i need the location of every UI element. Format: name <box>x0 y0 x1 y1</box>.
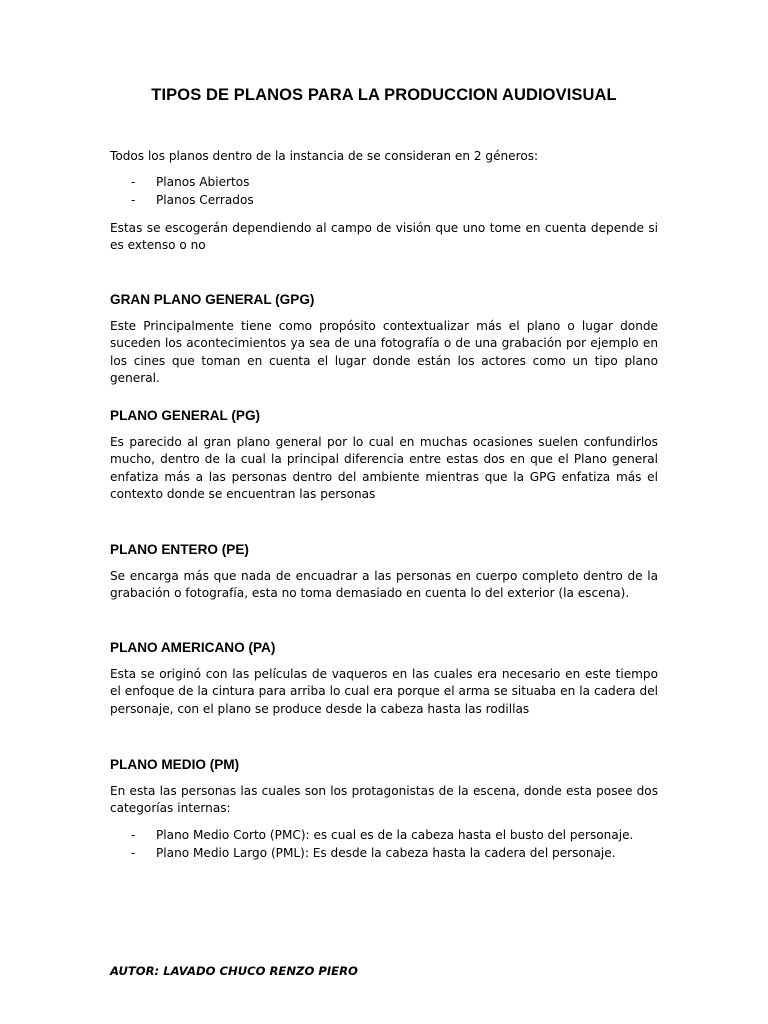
list-item <box>110 192 658 210</box>
section-pa-heading-block <box>110 640 658 655</box>
section-pm-body-block <box>110 783 658 818</box>
intro-block <box>110 148 658 165</box>
section-heading-pg: PLANO GENERAL (PG) <box>110 408 261 423</box>
dash-bullet: - <box>131 828 136 842</box>
section-body-pa: Esta se originó con las películas de vaqueros en las cuales era necesario en este tiempo el enfoque de la cintura para arriba lo cual era porque el arma se situaba en la cadera del personaje, con el plano se produce desde la cabeza hasta las rodillas <box>110 667 658 716</box>
list-item <box>110 845 658 863</box>
list-item-text: Plano Medio Corto (PMC): es cual es de la cabeza hasta el busto del personaje. <box>156 828 634 842</box>
section-heading-pa: PLANO AMERICANO (PA) <box>110 640 276 655</box>
intro-paragraph: Todos los planos dentro de la instancia de se consideran en 2 géneros: <box>110 149 539 163</box>
dash-bullet: - <box>131 175 136 189</box>
section-pg-body-block <box>110 434 658 503</box>
section-heading-pm: PLANO MEDIO (PM) <box>110 757 240 772</box>
pm-bullet-list <box>110 827 658 862</box>
section-pe-body-block <box>110 568 658 603</box>
section-gpg-body-block <box>110 318 658 387</box>
intro-list-block <box>110 174 658 209</box>
section-pm-list-block <box>110 827 658 862</box>
section-pa-body-block <box>110 666 658 718</box>
section-body-pg: Es parecido al gran plano general por lo cual en muchas ocasiones suelen confundirlos mucho, dentro de la cual la principal diferencia entre estas dos en que el Plano general enfatiza más a las personas dentro del ambiente mientras que la GPG enfatiza más el contexto donde se encuentran las personas <box>110 435 658 501</box>
dash-bullet: - <box>131 192 136 207</box>
author-line: AUTOR: LAVADO CHUCO RENZO PIERO <box>110 964 358 978</box>
intro-bullet-list <box>110 174 658 209</box>
section-pg-heading-block <box>110 408 658 423</box>
list-item-text: Planos Abiertos <box>156 175 250 189</box>
section-gpg-heading-block <box>110 292 658 307</box>
section-pm-heading-block <box>110 757 658 772</box>
section-body-gpg: Este Principalmente tiene como propósito contextualizar más el plano o lugar donde suceden los acontecimientos ya sea de una fotografía o de una grabación por ejemplo en los cines que toman en cuenta el lugar donde están los actores como un tipo plano general. <box>110 319 658 385</box>
intro-closing-block <box>110 220 658 255</box>
document-title: TIPOS DE PLANOS PARA LA PRODUCCION AUDIOVISUAL <box>151 86 617 104</box>
section-body-pe: Se encarga más que nada de encuadrar a las personas en cuerpo completo dentro de la grabación o fotografía, esta no toma demasiado en cuenta lo del exterior (la escena). <box>110 569 658 601</box>
section-heading-pe: PLANO ENTERO (PE) <box>110 542 249 557</box>
list-item <box>110 827 658 845</box>
list-item <box>110 174 658 192</box>
list-item-text: Planos Cerrados <box>156 192 254 207</box>
dash-bullet: - <box>131 845 136 860</box>
section-pe-heading-block <box>110 542 658 557</box>
section-body-pm: En esta las personas las cuales son los protagonistas de la escena, donde esta posee dos categorías internas: <box>110 784 658 816</box>
list-item-text: Plano Medio Largo (PML): Es desde la cabeza hasta la cadera del personaje. <box>156 845 616 860</box>
intro-closing-paragraph: Estas se escogerán dependiendo al campo de visión que uno tome en cuenta depende si es extenso o no <box>110 221 658 253</box>
section-heading-gpg: GRAN PLANO GENERAL (GPG) <box>110 292 315 307</box>
